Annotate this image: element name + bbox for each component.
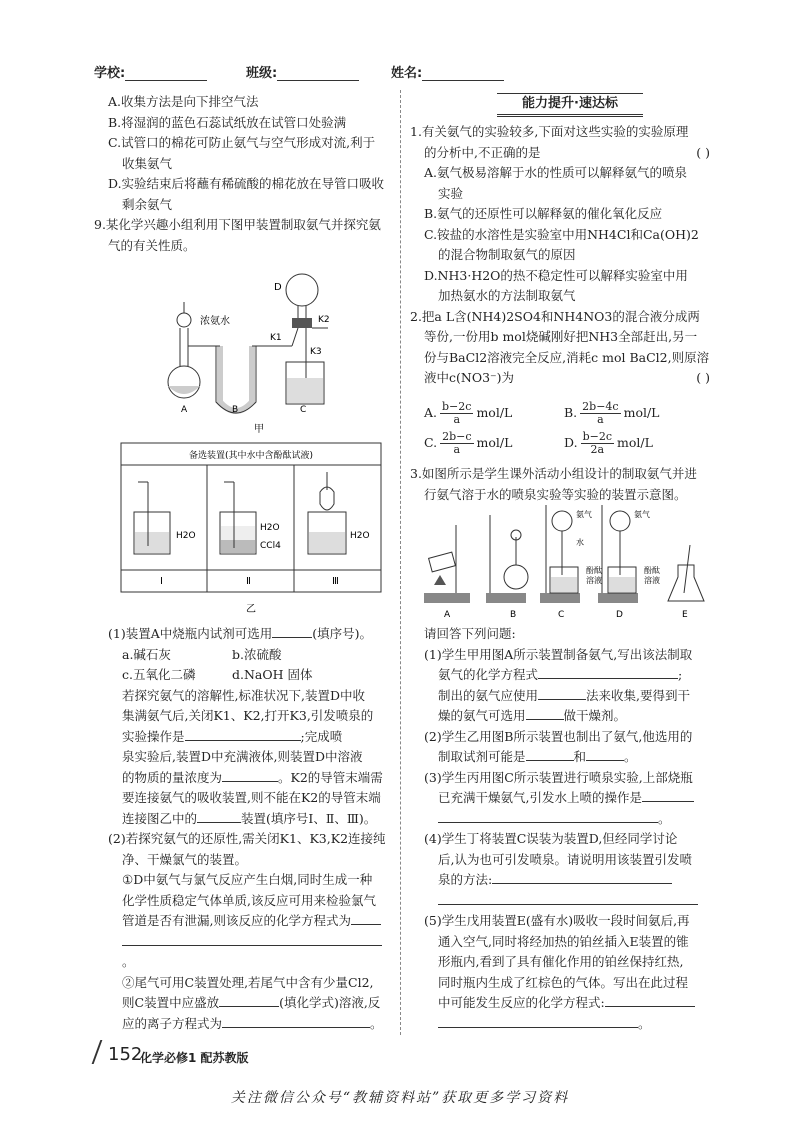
q3-5-e: 中可能发生反应的化学方程式:: [424, 993, 714, 1014]
book-title: 化学必修1 配苏教版: [140, 1051, 249, 1065]
label-phenol-1: 酚酞: [586, 566, 602, 575]
q9-2-8: 则C装置中应盛放 (填化学式)溶液,反: [122, 995, 381, 1010]
left-column: [94, 92, 390, 256]
burner-a: [434, 575, 446, 585]
r-q1-d: D.NH3·H2O的热不稳定性可以解释实验室中用: [424, 267, 688, 283]
r-q1-c: C.铵盐的水溶性是实验室中用NH4Cl和Ca(OH)2: [424, 226, 699, 242]
q9-1-body-5: 的物质的量浓度为 。K2的导管末端需: [122, 769, 383, 785]
q2-option-a: A. $\frac{b-2c}{a}$ mol/L: [424, 400, 513, 426]
apparatus-figure-q3: [420, 505, 710, 623]
q3-1-d: 燥的氨气可选用 做干燥剂。: [438, 708, 627, 723]
q8-option-c-cont: 收集氨气: [122, 155, 173, 171]
label-i: Ⅰ: [160, 576, 163, 587]
q3-2-a: (2)学生乙用图B所示装置也制出了氨气,他选用的: [424, 728, 693, 744]
q3-5-c: 形瓶内,看到了具有催化作用的铂丝保持红热,: [438, 954, 684, 969]
name-label: 姓名:: [391, 62, 504, 81]
r-q1-d-cont: 加热氨水的方法制取氨气: [438, 288, 576, 303]
q3-questions: [424, 624, 714, 1034]
label-k1: K1: [270, 333, 282, 343]
q8-option-b: B.将湿润的蓝色石蕊试纸放在试管口处验满: [108, 114, 347, 130]
q9-1-body-2: 集满氨气后,关闭K1、K2,打开K3,引发喷泉的: [122, 708, 374, 723]
q8-option-a: A.收集方法是向下排空气法: [108, 94, 259, 109]
r-q1-stem-cont: 的分析中,不正确的是 ( ): [424, 144, 710, 160]
q9-1-options-row1: a.碱石灰 b.浓硫酸: [122, 646, 282, 662]
label-ii: Ⅱ: [246, 576, 251, 587]
q9-1-body-1: 若探究氨气的溶解性,标准状况下,装置D中收: [122, 687, 365, 703]
q3-1-a: (1)学生甲用图A所示装置制备氨气,写出该法制取: [424, 646, 693, 662]
q3-4-d: [424, 891, 714, 912]
figure-yi-title: 备选装置(其中水中含酚酞试液): [188, 451, 314, 461]
q9-2-4: 化学性质稳定气体单质,该反应可用来检验氯气: [122, 892, 376, 908]
label-ccl4: CCl4: [260, 541, 281, 551]
label-solution-2: 溶液: [644, 576, 660, 585]
flask-b: [504, 565, 528, 589]
label-fig-c: C: [558, 610, 565, 620]
q9-1-body-6: 要连接氨气的吸收装置,则不能在K2的导管末端: [122, 790, 381, 805]
q3-intro: 请回答下列问题:: [424, 626, 516, 641]
label-c: C: [300, 405, 307, 415]
label-b: B: [232, 405, 239, 415]
q2-option-c: C. $\frac{2b-c}{a}$ mol/L: [424, 430, 513, 456]
apparatus-figure-yi: [120, 442, 382, 618]
r-q1-a: A.氨气极易溶解于水的性质可以解释氨气的喷泉: [424, 165, 688, 180]
r-q1-b: B.氨气的还原性可以解释氨的催化氧化反应: [424, 206, 663, 221]
flask-c: [552, 511, 572, 531]
page-number: 152: [108, 1044, 143, 1065]
q3-3-c: 。: [424, 809, 714, 830]
q3-4-b: 后,认为也可引发喷泉。请说明用该装置引发喷: [438, 851, 692, 867]
q8-option-c: C.试管口的棉花可防止氨气与空气形成对流,利于: [108, 135, 376, 150]
q3-stem-block: [410, 464, 710, 505]
label-h2o-i: H2O: [176, 531, 196, 541]
r-q2-3: 份与BaCl2溶液完全反应,消耗c mol BaCl2,则原溶: [424, 349, 710, 365]
label-solution-1: 溶液: [586, 576, 602, 585]
q9-1-body-4: 泉实验后,装置D中充满液体,则装置D中溶液: [122, 749, 363, 764]
label-k2: K2: [318, 315, 330, 325]
inverted-funnel: [320, 487, 334, 510]
flask-d-fig3: [610, 511, 630, 531]
r-q2-4: 液中c(NO3⁻)为 ( ): [424, 370, 710, 385]
q9-2-7: ②尾气可用C装置处理,若尾气中含有少量Cl2,: [122, 974, 374, 990]
q3-1-b: 氨气的化学方程式 ;: [438, 667, 683, 682]
q8-option-d-cont: 剩余氨气: [122, 196, 173, 212]
q9-2-2: 净、干燥氯气的装置。: [122, 851, 248, 867]
column-divider: [400, 90, 401, 1035]
q2-option-b: B. $\frac{2b-4c}{a}$ mol/L: [564, 400, 660, 426]
r-q3-stem-cont: 行氨气溶于水的喷泉实验等实验的装置示意图。: [424, 486, 687, 502]
q3-3-b: 已充满干燥氨气,引发水上喷的操作是: [424, 788, 714, 809]
stand-a: [424, 593, 470, 603]
label-a: A: [181, 405, 188, 415]
q2-options: [424, 398, 714, 458]
q3-3-a: (3)学生丙用图C所示装置进行喷泉实验,上部烧瓶: [424, 769, 693, 785]
q3-5-f: 。: [424, 1014, 714, 1035]
label-iii: Ⅲ: [332, 576, 339, 587]
flask-d: [286, 274, 318, 306]
label-d: D: [274, 282, 282, 293]
q9-parts: [108, 624, 390, 1034]
q9-2-3: ①D中氨气与氯气反应产生白烟,同时生成一种: [122, 872, 373, 887]
label-ammonia-d: 氨气: [634, 510, 650, 519]
test-tube-a: [429, 552, 456, 572]
q3-5-a: (5)学生戊用装置E(盛有水)吸收一段时间氨后,再: [424, 913, 690, 928]
label-fig-e: E: [682, 610, 688, 620]
label-ammonia-c: 氨气: [576, 510, 592, 519]
section-title: 能力提升·速达标: [497, 93, 643, 117]
q3-5-b: 通入空气,同时将经加热的铂丝插入E装置的锥: [438, 933, 689, 949]
label-h2o-iii: H2O: [350, 531, 370, 541]
label-fig-a: A: [444, 610, 451, 620]
label-conc-ammonia: 浓氨水: [200, 316, 230, 327]
q3-5-d: 同时瓶内生成了红棕色的气体。写出在此过程: [438, 974, 689, 990]
label-phenol-2: 酚酞: [644, 566, 660, 575]
r-q1-c-cont: 的混合物制取氨气的原因: [438, 247, 576, 262]
class-label: 班级:: [246, 62, 359, 81]
r-q3-stem: 3.如图所示是学生课外活动小组设计的制取氨气并进: [410, 466, 697, 481]
q3-2-b: 制取试剂可能是 和 。: [438, 749, 637, 764]
q9-1-options-row2: c.五氧化二磷 d.NaOH 固体: [122, 667, 313, 682]
q9-stem-cont: 气的有关性质。: [108, 237, 196, 253]
q9-2-6: 。: [108, 932, 390, 973]
q3-4-a: (4)学生丁将装置C误装为装置D,但经同学讨论: [424, 831, 678, 846]
q9-2-1: (2)若探究氨气的还原性,需关闭K1、K3,K2连接纯: [108, 831, 386, 846]
q9-stem: 9.某化学兴趣小组利用下图甲装置制取氨气并探究氨: [94, 217, 381, 232]
label-h2o-ii: H2O: [260, 523, 280, 533]
right-column: [410, 122, 710, 389]
q9-1-body-7: 连接图乙中的 装置(填序号Ⅰ、Ⅱ、Ⅲ)。: [122, 810, 377, 826]
r-q1-stem: 1.有关氨气的实验较多,下面对这些实验的实验原理: [410, 124, 689, 139]
bottom-note: 关注微信公众号“教辅资料站”获取更多学习资料: [230, 1090, 570, 1106]
figure-caption-jia: 甲: [254, 424, 264, 435]
r-q2-1: 2.把a L含(NH4)2SO4和NH4NO3的混合液分成两: [410, 308, 700, 324]
figure-caption-yi: 乙: [246, 604, 256, 615]
q8-option-d: D.实验结束后将蘸有稀硫酸的棉花放在导管口吸收: [108, 176, 385, 191]
label-fig-b: B: [510, 610, 517, 620]
q2-option-d: D. $\frac{b-2c}{2a}$ mol/L: [564, 430, 653, 456]
q3-4-c: 泉的方法:: [424, 870, 714, 891]
q9-1-prompt: (1)装置A中烧瓶内试剂可选用 (填序号)。: [108, 626, 372, 641]
footer-slash: [92, 1040, 109, 1064]
label-fig-d: D: [616, 610, 623, 620]
r-q2-2: 等份,一份用b mol烧碱刚好把NH3全部赶出,另一: [424, 329, 698, 344]
q9-2-9: 应的离子方程式为 。: [122, 1015, 383, 1031]
r-q1-a-cont: 实验: [438, 185, 464, 201]
dropping-funnel: [177, 313, 191, 327]
q9-2-5: 管道是否有泄漏,则该反应的化学方程式为: [108, 911, 390, 932]
apparatus-figure-jia: [160, 262, 360, 437]
school-label: 学校:: [94, 62, 207, 81]
label-k3: K3: [310, 347, 322, 357]
label-water-c: 水: [576, 538, 584, 547]
flask-e: [668, 565, 704, 601]
q9-1-body-3: 实验操作是 ;完成喷: [122, 728, 343, 744]
q3-1-c: 制出的氨气应使用 法来收集,要得到干: [438, 687, 690, 703]
stopper: [292, 318, 312, 328]
